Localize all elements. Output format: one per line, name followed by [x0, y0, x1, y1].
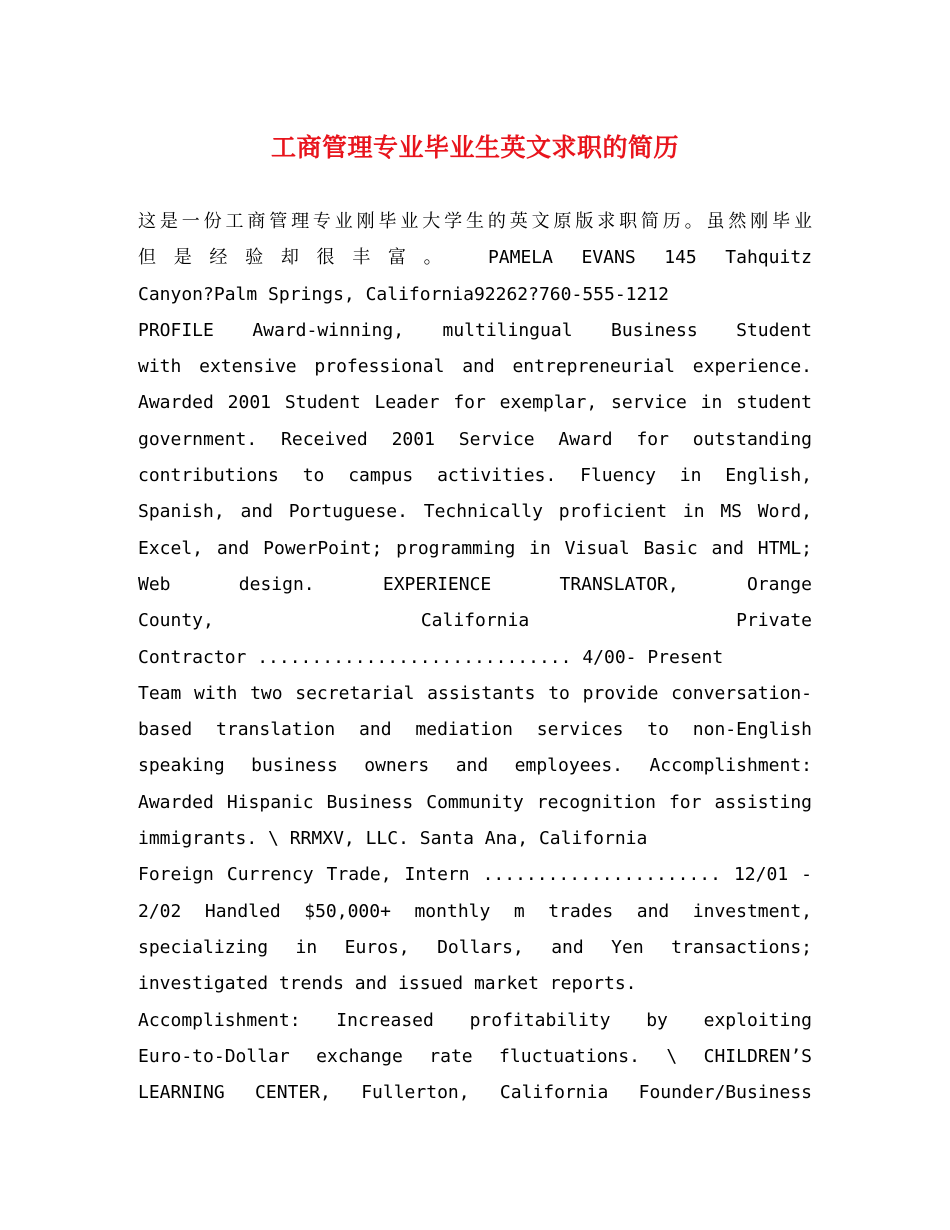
body-line: Foreign Currency Trade, Intern ...................... 12/01 - [138, 864, 812, 886]
body-line: 这是一份工商管理专业刚毕业大学生的英文原版求职简历。虽然刚毕业 [138, 211, 812, 232]
body-line: speaking business owners and employees. Accomplishment: [138, 755, 812, 777]
resume-body [138, 204, 812, 1111]
body-line: based translation and mediation services to non-English [138, 719, 812, 741]
body-line: with extensive professional and entrepreneurial experience. [138, 356, 812, 378]
document-title: 工商管理专业毕业生英文求职的简历 [270, 133, 679, 162]
body-line: PROFILE Award-winning, multilingual Business Student [138, 319, 812, 341]
body-line: investigated trends and issued market reports. [138, 973, 637, 995]
body-line: Spanish, and Portuguese. Technically proficient in MS Word, [138, 501, 812, 523]
body-line: Team with two secretarial assistants to provide conversation- [138, 682, 812, 704]
body-line: 但是经验却很丰富。 PAMELA EVANS 145 Tahquitz [138, 247, 812, 269]
body-line: Euro-to-Dollar exchange rate fluctuations. \ CHILDREN’S [138, 1045, 812, 1067]
body-line: County, California Private [138, 610, 812, 632]
body-line: Accomplishment: Increased profitability by exploiting [138, 1009, 812, 1031]
body-line: contributions to campus activities. Fluency in English, [138, 465, 812, 487]
body-line: Contractor ............................. 4/00- Present [138, 646, 724, 668]
body-line: LEARNING CENTER, Fullerton, California Founder/Business [138, 1082, 812, 1104]
body-line: immigrants. \ RRMXV, LLC. Santa Ana, California [138, 828, 648, 850]
body-line: specializing in Euros, Dollars, and Yen transactions; [138, 936, 812, 958]
body-line: government. Received 2001 Service Award for outstanding [138, 428, 812, 450]
body-line: 2/02 Handled $50,000+ monthly m trades and investment, [138, 900, 812, 922]
body-line: Excel, and PowerPoint; programming in Visual Basic and HTML; [138, 537, 812, 559]
body-line: Web design. EXPERIENCE TRANSLATOR, Orange [138, 573, 812, 595]
body-line: Awarded Hispanic Business Community recognition for assisting [138, 791, 812, 813]
body-line: Canyon?Palm Springs, California92262?760-555-1212 [138, 283, 670, 305]
body-line: Awarded 2001 Student Leader for exemplar, service in student [138, 392, 812, 414]
